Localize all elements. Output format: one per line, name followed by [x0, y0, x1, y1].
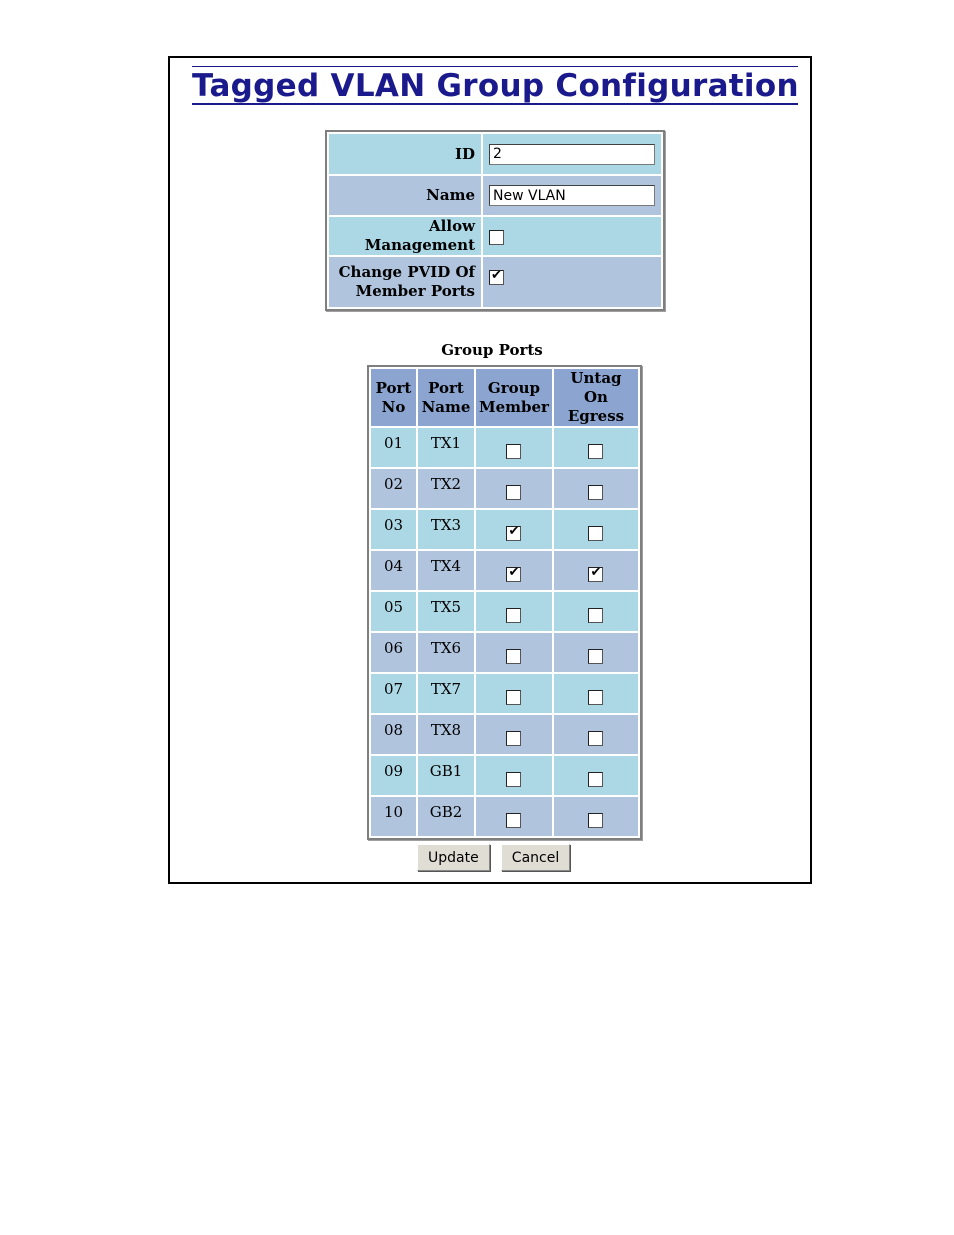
group-member-checkbox[interactable] — [506, 567, 521, 582]
allow-management-label: Allow Management — [329, 217, 481, 255]
header-port-no — [371, 369, 416, 426]
port-no: 06 — [371, 633, 416, 672]
header-untag-egress — [554, 369, 638, 426]
untag-egress-checkbox[interactable] — [588, 731, 603, 746]
table-row — [371, 756, 638, 795]
header-port-name-line2: Name — [421, 397, 471, 416]
name-input[interactable] — [489, 185, 655, 206]
group-member-checkbox[interactable] — [506, 772, 521, 787]
config-frame — [168, 56, 812, 884]
port-name: TX8 — [418, 715, 474, 754]
group-member-checkbox[interactable] — [506, 690, 521, 705]
table-row — [371, 551, 638, 590]
title-block — [192, 66, 798, 105]
untag-egress-checkbox[interactable] — [588, 813, 603, 828]
change-pvid-label — [329, 257, 481, 307]
page-title: Tagged VLAN Group Configuration — [192, 68, 799, 104]
header-port-no-line2: No — [381, 397, 406, 416]
port-name: TX1 — [418, 428, 474, 467]
port-no: 04 — [371, 551, 416, 590]
group-member-checkbox[interactable] — [506, 485, 521, 500]
untag-egress-checkbox[interactable] — [588, 772, 603, 787]
port-no: 05 — [371, 592, 416, 631]
table-row — [371, 428, 638, 467]
form-row-change-pvid — [329, 257, 661, 307]
port-name: GB1 — [418, 756, 474, 795]
header-port-name-line1: Port — [428, 378, 464, 397]
group-member-checkbox[interactable] — [506, 526, 521, 541]
untag-egress-checkbox[interactable] — [588, 567, 603, 582]
group-member-checkbox[interactable] — [506, 649, 521, 664]
id-label: ID — [329, 134, 481, 174]
untag-egress-checkbox[interactable] — [588, 485, 603, 500]
port-no: 01 — [371, 428, 416, 467]
form-row-id — [329, 134, 661, 174]
allow-management-checkbox[interactable] — [489, 230, 504, 245]
change-pvid-checkbox[interactable] — [489, 270, 504, 285]
ports-header-row — [371, 369, 638, 426]
port-name: TX5 — [418, 592, 474, 631]
header-group-member — [476, 369, 552, 426]
table-row — [371, 510, 638, 549]
form-row-name — [329, 176, 661, 215]
vlan-form-table — [325, 130, 665, 311]
group-member-checkbox[interactable] — [506, 813, 521, 828]
untag-egress-checkbox[interactable] — [588, 608, 603, 623]
port-name: TX7 — [418, 674, 474, 713]
port-no: 09 — [371, 756, 416, 795]
group-member-checkbox[interactable] — [506, 444, 521, 459]
change-pvid-label-line2: Member Ports — [355, 282, 475, 300]
group-ports-table — [367, 365, 642, 840]
form-row-allow-management — [329, 217, 661, 255]
table-row — [371, 469, 638, 508]
untag-egress-checkbox[interactable] — [588, 690, 603, 705]
port-no: 08 — [371, 715, 416, 754]
table-row — [371, 674, 638, 713]
name-label: Name — [329, 176, 481, 215]
table-row — [371, 592, 638, 631]
header-port-no-line1: Port — [375, 378, 412, 397]
port-name: TX2 — [418, 469, 474, 508]
id-input[interactable] — [489, 144, 655, 165]
update-button[interactable]: Update — [417, 844, 490, 871]
port-no: 02 — [371, 469, 416, 508]
header-port-name — [418, 369, 474, 426]
header-untag-line2: Egress — [567, 407, 625, 425]
header-group-member-line1: Group — [487, 378, 541, 397]
group-member-checkbox[interactable] — [506, 608, 521, 623]
header-group-member-line2: Member — [479, 397, 549, 416]
port-name: GB2 — [418, 797, 474, 836]
table-row — [371, 633, 638, 672]
port-no: 03 — [371, 510, 416, 549]
untag-egress-checkbox[interactable] — [588, 444, 603, 459]
header-untag-line1: Untag On — [570, 369, 622, 406]
ports-body — [371, 428, 638, 836]
cancel-button[interactable]: Cancel — [501, 844, 570, 871]
group-ports-caption: Group Ports — [441, 341, 543, 359]
port-name: TX3 — [418, 510, 474, 549]
untag-egress-checkbox[interactable] — [588, 526, 603, 541]
port-name: TX4 — [418, 551, 474, 590]
port-name: TX6 — [418, 633, 474, 672]
button-bar — [417, 844, 576, 871]
table-row — [371, 797, 638, 836]
port-no: 07 — [371, 674, 416, 713]
table-row — [371, 715, 638, 754]
untag-egress-checkbox[interactable] — [588, 649, 603, 664]
change-pvid-label-line1: Change PVID Of — [338, 263, 475, 281]
port-no: 10 — [371, 797, 416, 836]
group-member-checkbox[interactable] — [506, 731, 521, 746]
